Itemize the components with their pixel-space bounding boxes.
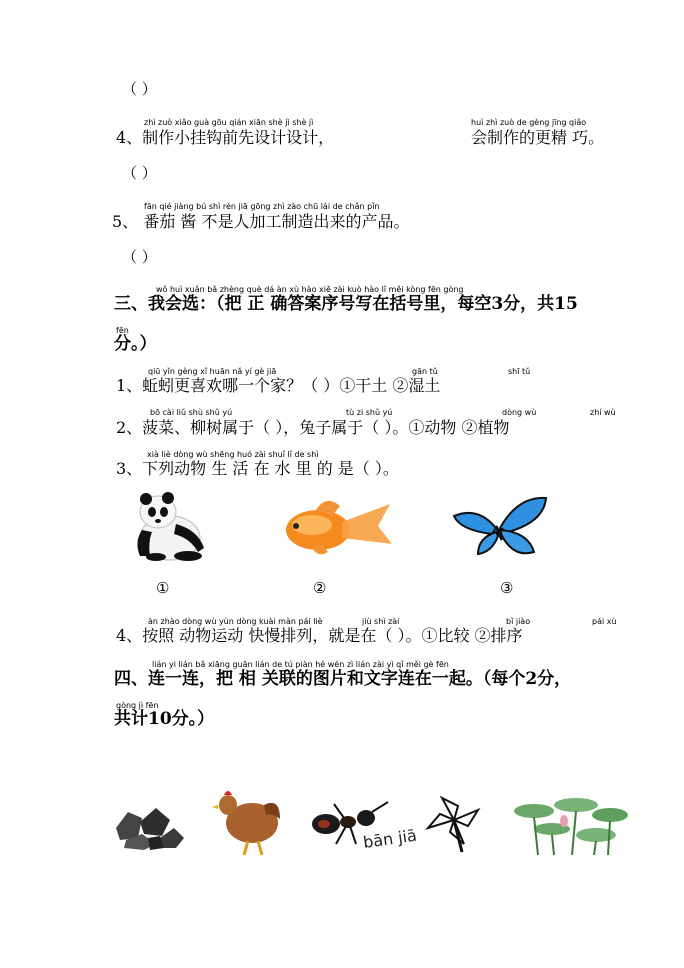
pinyin: àn zhào dòng wù yùn dòng kuài màn pái liè [148, 617, 323, 626]
pinyin: xià liè dòng wù shēng huó zài shuǐ lǐ de shì [147, 450, 319, 459]
answer-blank: （ ） [122, 80, 157, 98]
pinyin: pái xù [592, 617, 617, 626]
question-4-text: 4、制作小挂钩前先设计设计， [116, 128, 335, 147]
pinyin: lián yi lián bǎ xiāng guān lián de tú piàn hé wén zì lián zài yì qǐ měi gè fēn [152, 660, 449, 669]
sec3-question-1: 1、蚯蚓更喜欢哪一个家？（ ）①干土 ②湿土 [116, 376, 441, 395]
answer-blank: （ ） [122, 164, 157, 182]
section-4-heading: 四、连一连，把 相 关联的图片和文字连在一起。（每个2分， [114, 669, 572, 689]
pinyin: gān tǔ [412, 367, 438, 376]
pinyin: qiū yǐn gèng xǐ huān nǎ yí gè jiā [148, 367, 277, 376]
section-3-heading-cont: 分。） [114, 334, 157, 354]
ant-image [306, 800, 418, 854]
pinyin: bǐ jiào [506, 617, 531, 626]
pinyin: fēn [116, 326, 129, 335]
pinyin: zhì zuò xiǎo guà gōu qián xiān shè jì shè jì [144, 118, 314, 127]
section-3-heading: 三、我会选：（把 正 确答案序号写在括号里，每空3分，共15 [114, 294, 578, 314]
pinyin: huì zhì zuò de gèng jīng qiǎo [471, 118, 587, 127]
sec3-question-4: 4、按照 动物运动 快慢排列，就是在（ ）。①比较 ②排序 [116, 626, 523, 645]
pinyin: tù zi shǔ yú [346, 408, 393, 417]
panda-image [128, 490, 210, 562]
pinyin: jiù shì zài [362, 617, 400, 626]
answer-blank: （ ） [122, 248, 157, 266]
pinyin: gòng jì fēn [116, 701, 159, 710]
pinyin: fān qié jiàng bú shì rén jiā gōng zhì zào chū lái de chǎn pǐn [144, 202, 380, 211]
pinyin: dòng wù [502, 408, 537, 417]
pinyin: zhí wù [590, 408, 616, 417]
lotus-image [512, 795, 628, 855]
sec3-question-3: 3、下列动物 生 活 在 水 里 的 是（ ）。 [116, 459, 399, 478]
question-5-text: 5、 番茄 酱 不是人加工制造出来的产品。 [112, 212, 410, 231]
pinyin: bō cài liǔ shù shǔ yú [150, 408, 233, 417]
goldfish-image [282, 492, 394, 560]
sec3-question-2: 2、菠菜、柳树属于（ ），兔子属于（ ）。①动物 ②植物 [116, 418, 510, 437]
pinwheel-image [422, 794, 486, 854]
option-label-2: ② [313, 579, 327, 597]
butterfly-image [448, 492, 550, 560]
hen-image [214, 783, 284, 859]
pinyin: shī tǔ [508, 367, 531, 376]
picture-caption: bān jiā [361, 825, 418, 852]
question-4-text-end: 会制作的更精 巧。 [471, 128, 605, 147]
section-4-heading-cont: 共计10分。） [114, 709, 215, 729]
option-label-3: ③ [500, 579, 514, 597]
coal-image [112, 798, 186, 850]
pinyin: wǒ huì xuǎn bǎ zhèng què dá àn xù hào xiě zài kuò hào lǐ měi kòng fēn gòng [156, 285, 464, 294]
option-label-1: ① [156, 579, 170, 597]
